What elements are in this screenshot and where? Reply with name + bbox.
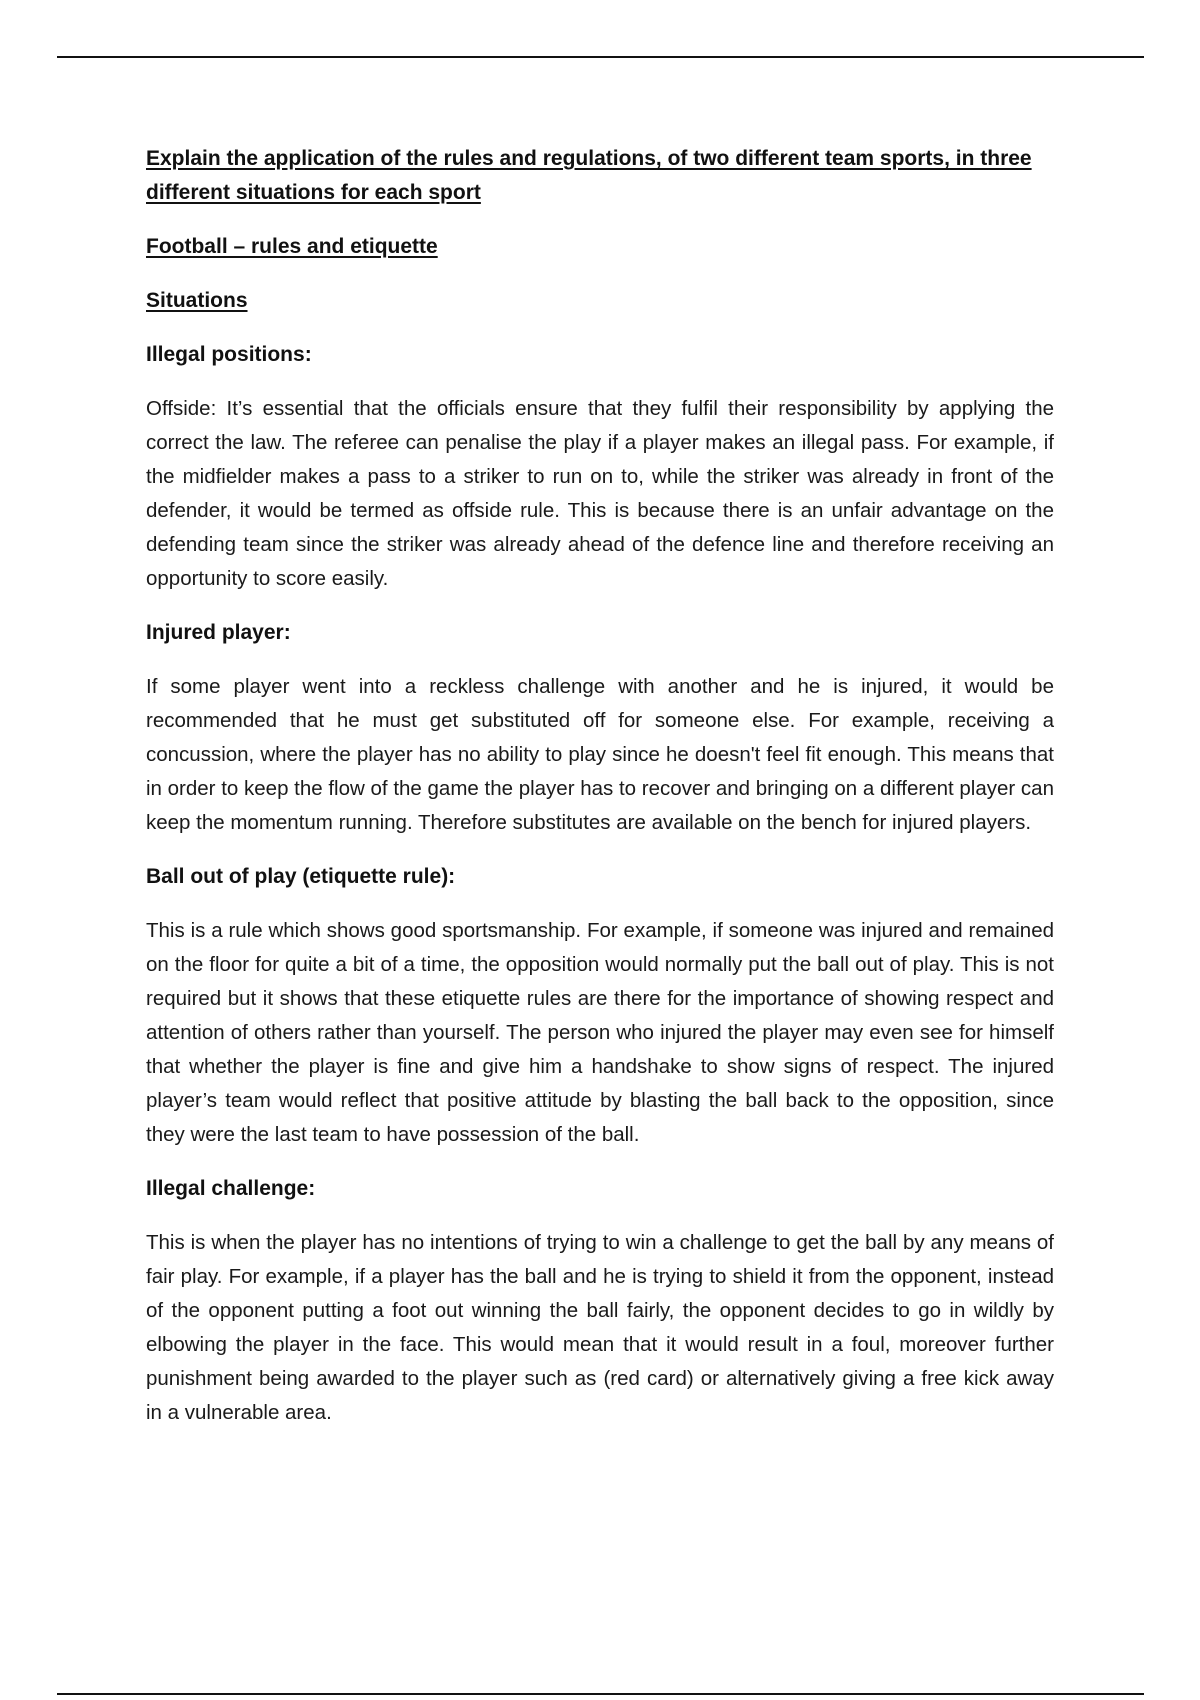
situation-heading-illegal-positions: Illegal positions:	[146, 343, 312, 366]
footer-rule	[57, 1693, 1144, 1695]
situation-heading-injured-player: Injured player:	[146, 621, 291, 644]
situation-heading-ball-out-of-play: Ball out of play (etiquette rule):	[146, 865, 456, 888]
document-body	[146, 142, 1054, 1450]
document-title: Explain the application of the rules and regulations, of two different team sports, in three different situations for each sport	[146, 147, 1032, 204]
situation-heading-illegal-challenge: Illegal challenge:	[146, 1177, 316, 1200]
situation-text-ball-out-of-play: This is a rule which shows good sportsmanship. For example, if someone was injured and remained on the floor for quite a bit of a time, the opposition would normally put the ball out of play. This is not required but it shows that these etiquette rules are there for the importance of showing respect and attention of others rather than yourself. The person who injured the player may even see for himself that whether the player is fine and give him a handshake to show signs of respect. The injured player’s team would reflect that positive attitude by blasting the ball back to the opposition, since they were the last team to have possession of the ball.	[146, 919, 1054, 1146]
section-heading: Football – rules and etiquette	[146, 235, 438, 258]
header-rule	[57, 56, 1144, 58]
situation-text-illegal-challenge: This is when the player has no intentions of trying to win a challenge to get the ball by any means of fair play. For example, if a player has the ball and he is trying to shield it from the opponent, instead of the opponent putting a foot out winning the ball fairly, the opponent decides to go in wildly by elbowing the player in the face. This would mean that it would result in a foul, moreover further punishment being awarded to the player such as (red card) or alternatively giving a free kick away in a vulnerable area.	[146, 1231, 1054, 1424]
situation-text-injured-player: If some player went into a reckless challenge with another and he is injured, it would be recommended that he must get substituted off for someone else. For example, receiving a concussion, where the player has no ability to play since he doesn't feel fit enough. This means that in order to keep the flow of the game the player has to recover and bringing on a different player can keep the momentum running. Therefore substitutes are available on the bench for injured players.	[146, 675, 1054, 834]
situation-text-illegal-positions: Offside: It’s essential that the officials ensure that they fulfil their responsibility by applying the correct the law. The referee can penalise the play if a player makes an illegal pass. For example, if the midfielder makes a pass to a striker to run on to, while the striker was already in front of the defender, it would be termed as offside rule. This is because there is an unfair advantage on the defending team since the striker was already ahead of the defence line and therefore receiving an opportunity to score easily.	[146, 397, 1054, 590]
subsection-heading: Situations	[146, 289, 248, 312]
